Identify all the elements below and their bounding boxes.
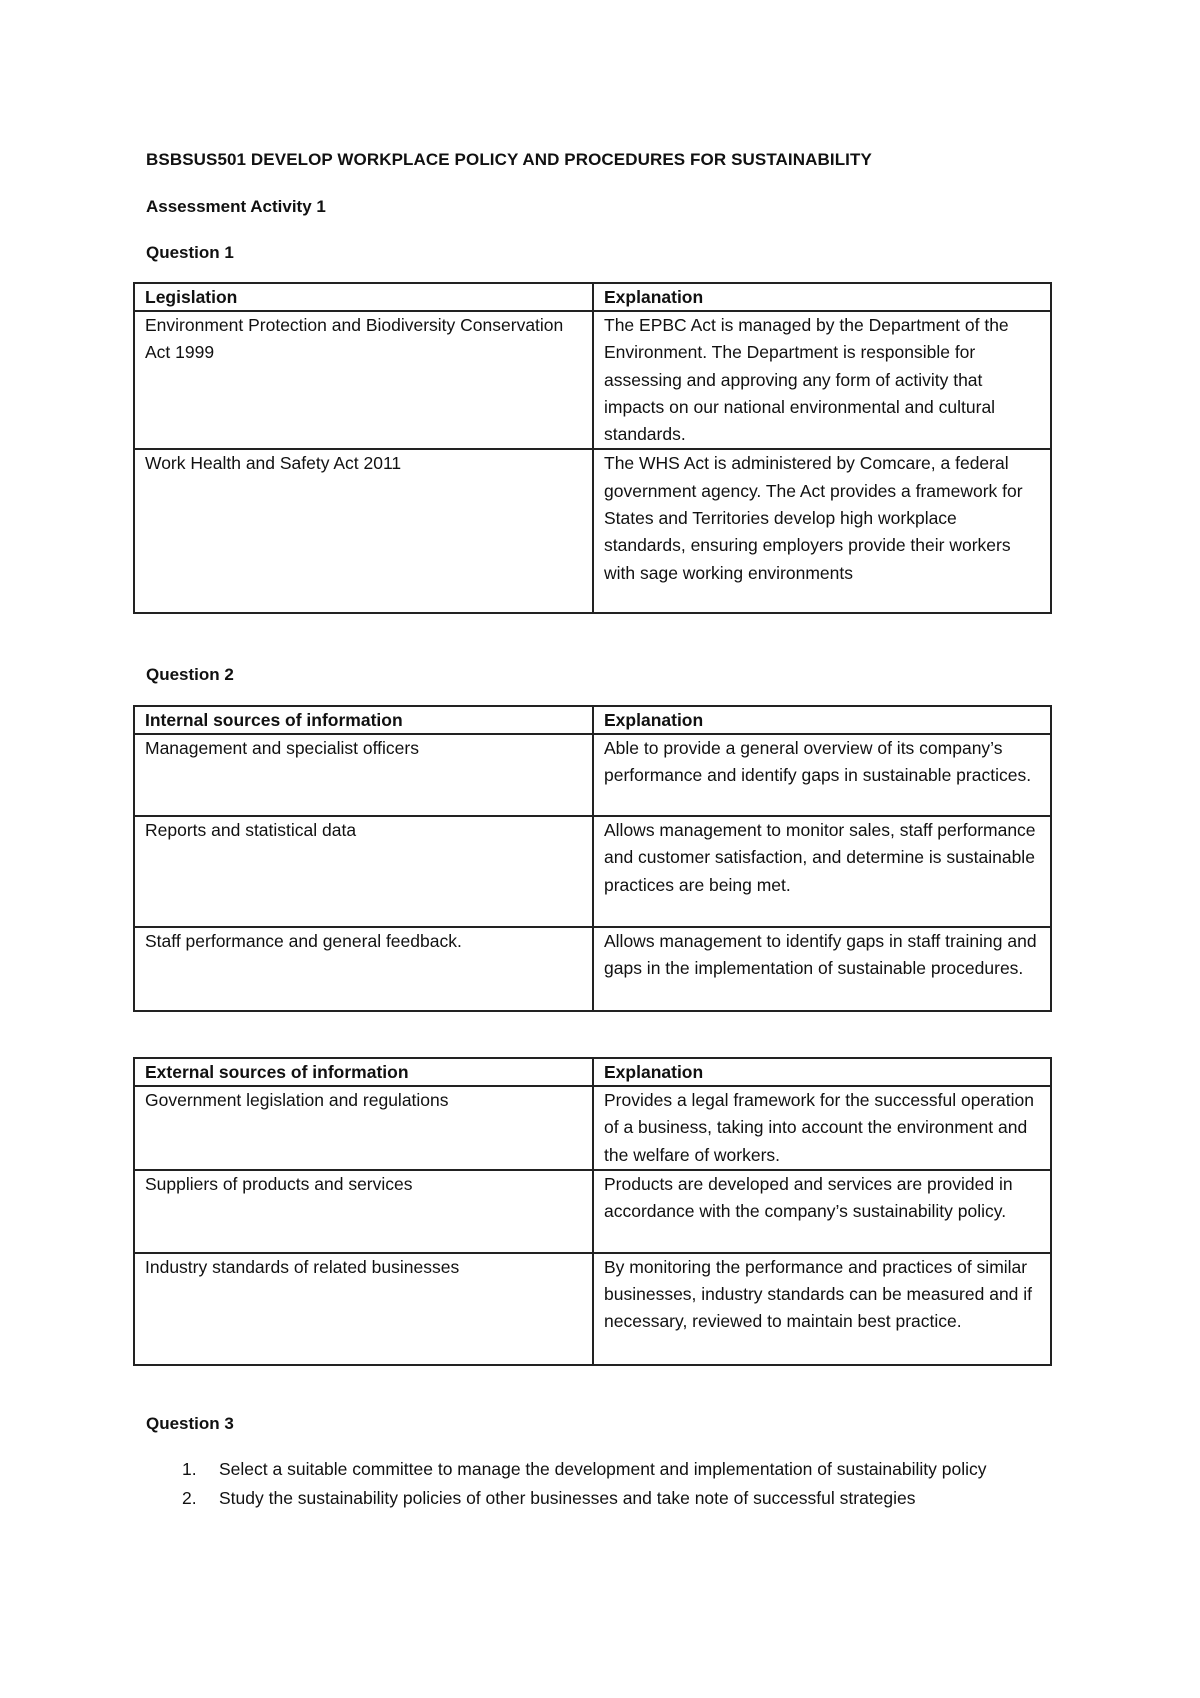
list-item-text: Study the sustainability policies of other businesses and take note of successful strategies [219,1488,916,1508]
explanation-cell: By monitoring the performance and practices of similar businesses, industry standards can be measured and if necessary, reviewed to maintain best practice. [593,1253,1051,1365]
table-row [134,734,1051,816]
table-row [134,927,1051,1011]
table-header-row [134,1058,1051,1086]
list-item [146,1455,1046,1484]
table-row [134,449,1051,613]
explanation-column-header: Explanation [593,1058,1051,1086]
steps-list [146,1455,1046,1513]
legislation-column-header: Legislation [134,283,593,311]
question-1-heading: Question 1 [146,243,234,262]
legislation-table [133,282,1052,614]
legislation-cell: Environment Protection and Biodiversity Conservation Act 1999 [134,311,593,449]
table-header-row [134,706,1051,734]
internal-sources-table [133,705,1052,1012]
explanation-cell: The EPBC Act is managed by the Department of the Environment. The Department is responsible for assessing and approving any form of activity that impacts on our national environmental and cultural standards. [593,311,1051,449]
activity-heading: Assessment Activity 1 [146,197,326,216]
external-sources-column-header: External sources of information [134,1058,593,1086]
list-item-text: Select a suitable committee to manage the development and implementation of sustainability policy [219,1459,987,1479]
question-3-heading: Question 3 [146,1414,234,1433]
table-row [134,1086,1051,1170]
source-cell: Industry standards of related businesses [134,1253,593,1365]
list-number: 1. [182,1459,197,1479]
table-row [134,311,1051,449]
document-title: BSBSUS501 DEVELOP WORKPLACE POLICY AND PROCEDURES FOR SUSTAINABILITY [146,150,872,169]
explanation-column-header: Explanation [593,283,1051,311]
table-row [134,1170,1051,1253]
source-cell: Suppliers of products and services [134,1170,593,1253]
table-row [134,816,1051,927]
explanation-column-header: Explanation [593,706,1051,734]
explanation-cell: Able to provide a general overview of its company’s performance and identify gaps in sustainable practices. [593,734,1051,816]
source-cell: Government legislation and regulations [134,1086,593,1170]
list-item [146,1484,1046,1513]
table-header-row [134,283,1051,311]
explanation-cell: Provides a legal framework for the successful operation of a business, taking into account the environment and the welfare of workers. [593,1086,1051,1170]
internal-sources-column-header: Internal sources of information [134,706,593,734]
explanation-cell: Allows management to identify gaps in staff training and gaps in the implementation of sustainable procedures. [593,927,1051,1011]
question-2-heading: Question 2 [146,665,234,684]
explanation-cell: The WHS Act is administered by Comcare, a federal government agency. The Act provides a framework for States and Territories develop high workplace standards, ensuring employers provide their workers with sage working environments [593,449,1051,613]
table-row [134,1253,1051,1365]
explanation-cell: Allows management to monitor sales, staff performance and customer satisfaction, and determine is sustainable practices are being met. [593,816,1051,927]
explanation-cell: Products are developed and services are provided in accordance with the company’s sustainability policy. [593,1170,1051,1253]
source-cell: Staff performance and general feedback. [134,927,593,1011]
legislation-cell: Work Health and Safety Act 2011 [134,449,593,613]
external-sources-table [133,1057,1052,1366]
source-cell: Management and specialist officers [134,734,593,816]
list-number: 2. [182,1488,197,1508]
source-cell: Reports and statistical data [134,816,593,927]
